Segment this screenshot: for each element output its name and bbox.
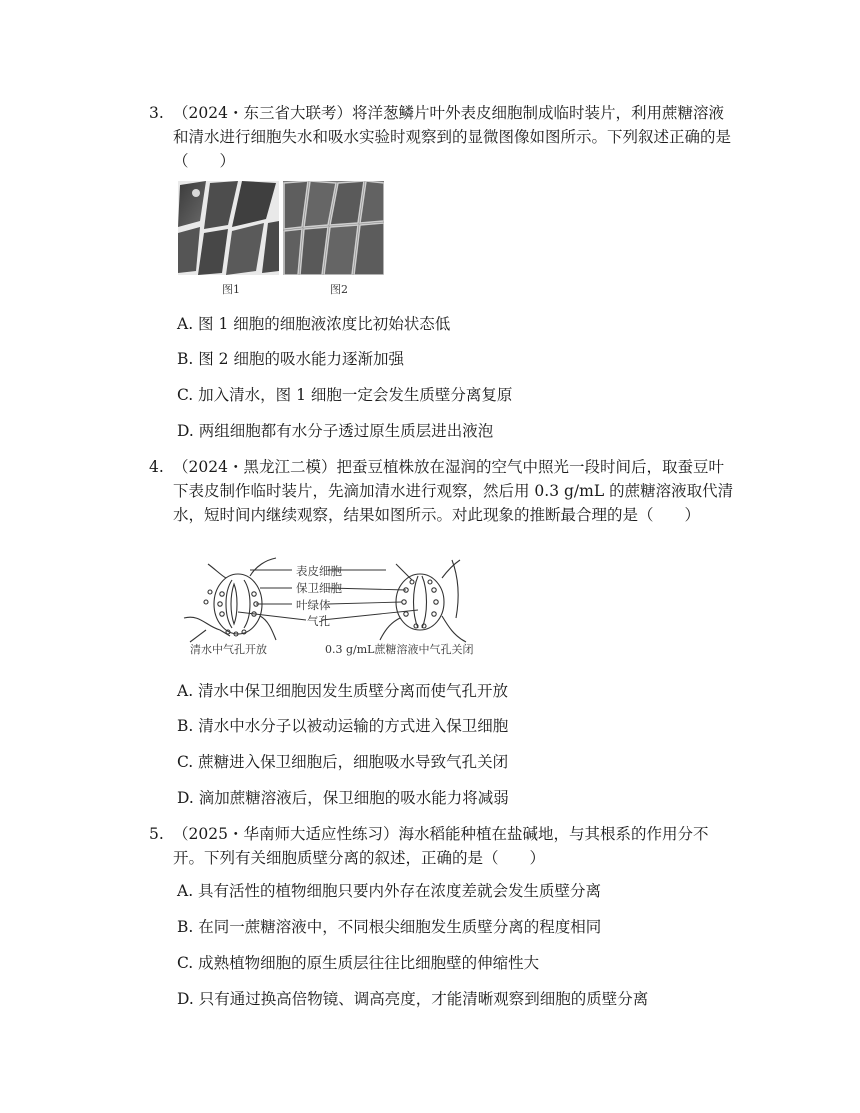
option-a[interactable]: A. 具有活性的植物细胞只要内外存在浓度差就会发生质壁分离: [177, 882, 602, 900]
question-3: [149, 101, 739, 173]
question-stem: （2025・华南师大适应性练习）海水稻能种植在盐碱地，与其根系的作用分不开。下列有关细胞质壁分离的叙述，正确的是（ ）: [173, 825, 709, 867]
open-stoma-drawing: [184, 558, 276, 642]
option-b[interactable]: B. 在同一蔗糖溶液中，不同根尖细胞发生质壁分离的程度相同: [177, 918, 602, 936]
question-stem: （2024・黑龙江二模）把蚕豆植株放在湿润的空气中照光一段时间后，取蚕豆叶下表皮制作临时装片，先滴加清水进行观察，然后用 0.3 g/mL 的蔗糖溶液取代清水，短时间内继续观察，结果如图所示。对此现象的推断最合理的是（ ）: [173, 458, 734, 524]
micrograph-2-image: [283, 181, 384, 275]
diagram-label-guard-cell: 保卫细胞: [296, 581, 342, 595]
option-d[interactable]: D. 只有通过换高倍物镜、调高亮度，才能清晰观察到细胞的质壁分离: [177, 990, 649, 1008]
micrograph-figure: [178, 181, 384, 275]
question-4: [149, 455, 739, 527]
option-b[interactable]: B. 图 2 细胞的吸水能力逐渐加强: [177, 350, 404, 368]
option-d[interactable]: D. 滴加蔗糖溶液后，保卫细胞的吸水能力将减弱: [177, 789, 509, 807]
option-c[interactable]: C. 成熟植物细胞的原生质层往往比细胞壁的伸缩性大: [177, 954, 540, 972]
diagram-label-epidermal-cell: 表皮细胞: [296, 564, 342, 578]
figure-caption: 图1: [222, 283, 240, 296]
option-a[interactable]: A. 图 1 细胞的细胞液浓度比初始状态低: [177, 315, 451, 333]
diagram-label-stoma: 气孔: [307, 614, 330, 628]
option-a[interactable]: A. 清水中保卫细胞因发生质壁分离而使气孔开放: [177, 682, 509, 700]
question-stem: （2024・东三省大联考）将洋葱鳞片叶外表皮细胞制成临时装片，利用蔗糖溶液和清水进行细胞失水和吸水实验时观察到的显微图像如图所示。下列叙述正确的是（ ）: [173, 104, 732, 170]
figure-caption: 0.3 g/mL蔗糖溶液中气孔关闭: [325, 643, 474, 656]
question-number: 3.: [149, 104, 164, 122]
option-b[interactable]: B. 清水中水分子以被动运输的方式进入保卫细胞: [177, 717, 509, 735]
figure-caption: 清水中气孔开放: [190, 643, 267, 656]
figure-caption: 图2: [330, 283, 348, 296]
micrograph-1-image: [178, 181, 279, 275]
question-5: [149, 822, 739, 870]
question-number: 5.: [149, 825, 164, 843]
question-number: 4.: [149, 458, 164, 476]
diagram-label-chloroplast: 叶绿体: [296, 598, 331, 612]
option-c[interactable]: C. 蔗糖进入保卫细胞后，细胞吸水导致气孔关闭: [177, 753, 509, 771]
closed-stoma-drawing: [380, 560, 466, 642]
option-d[interactable]: D. 两组细胞都有水分子透过原生质层进出液泡: [177, 422, 494, 440]
option-c[interactable]: C. 加入清水，图 1 细胞一定会发生质壁分离复原: [177, 386, 513, 404]
